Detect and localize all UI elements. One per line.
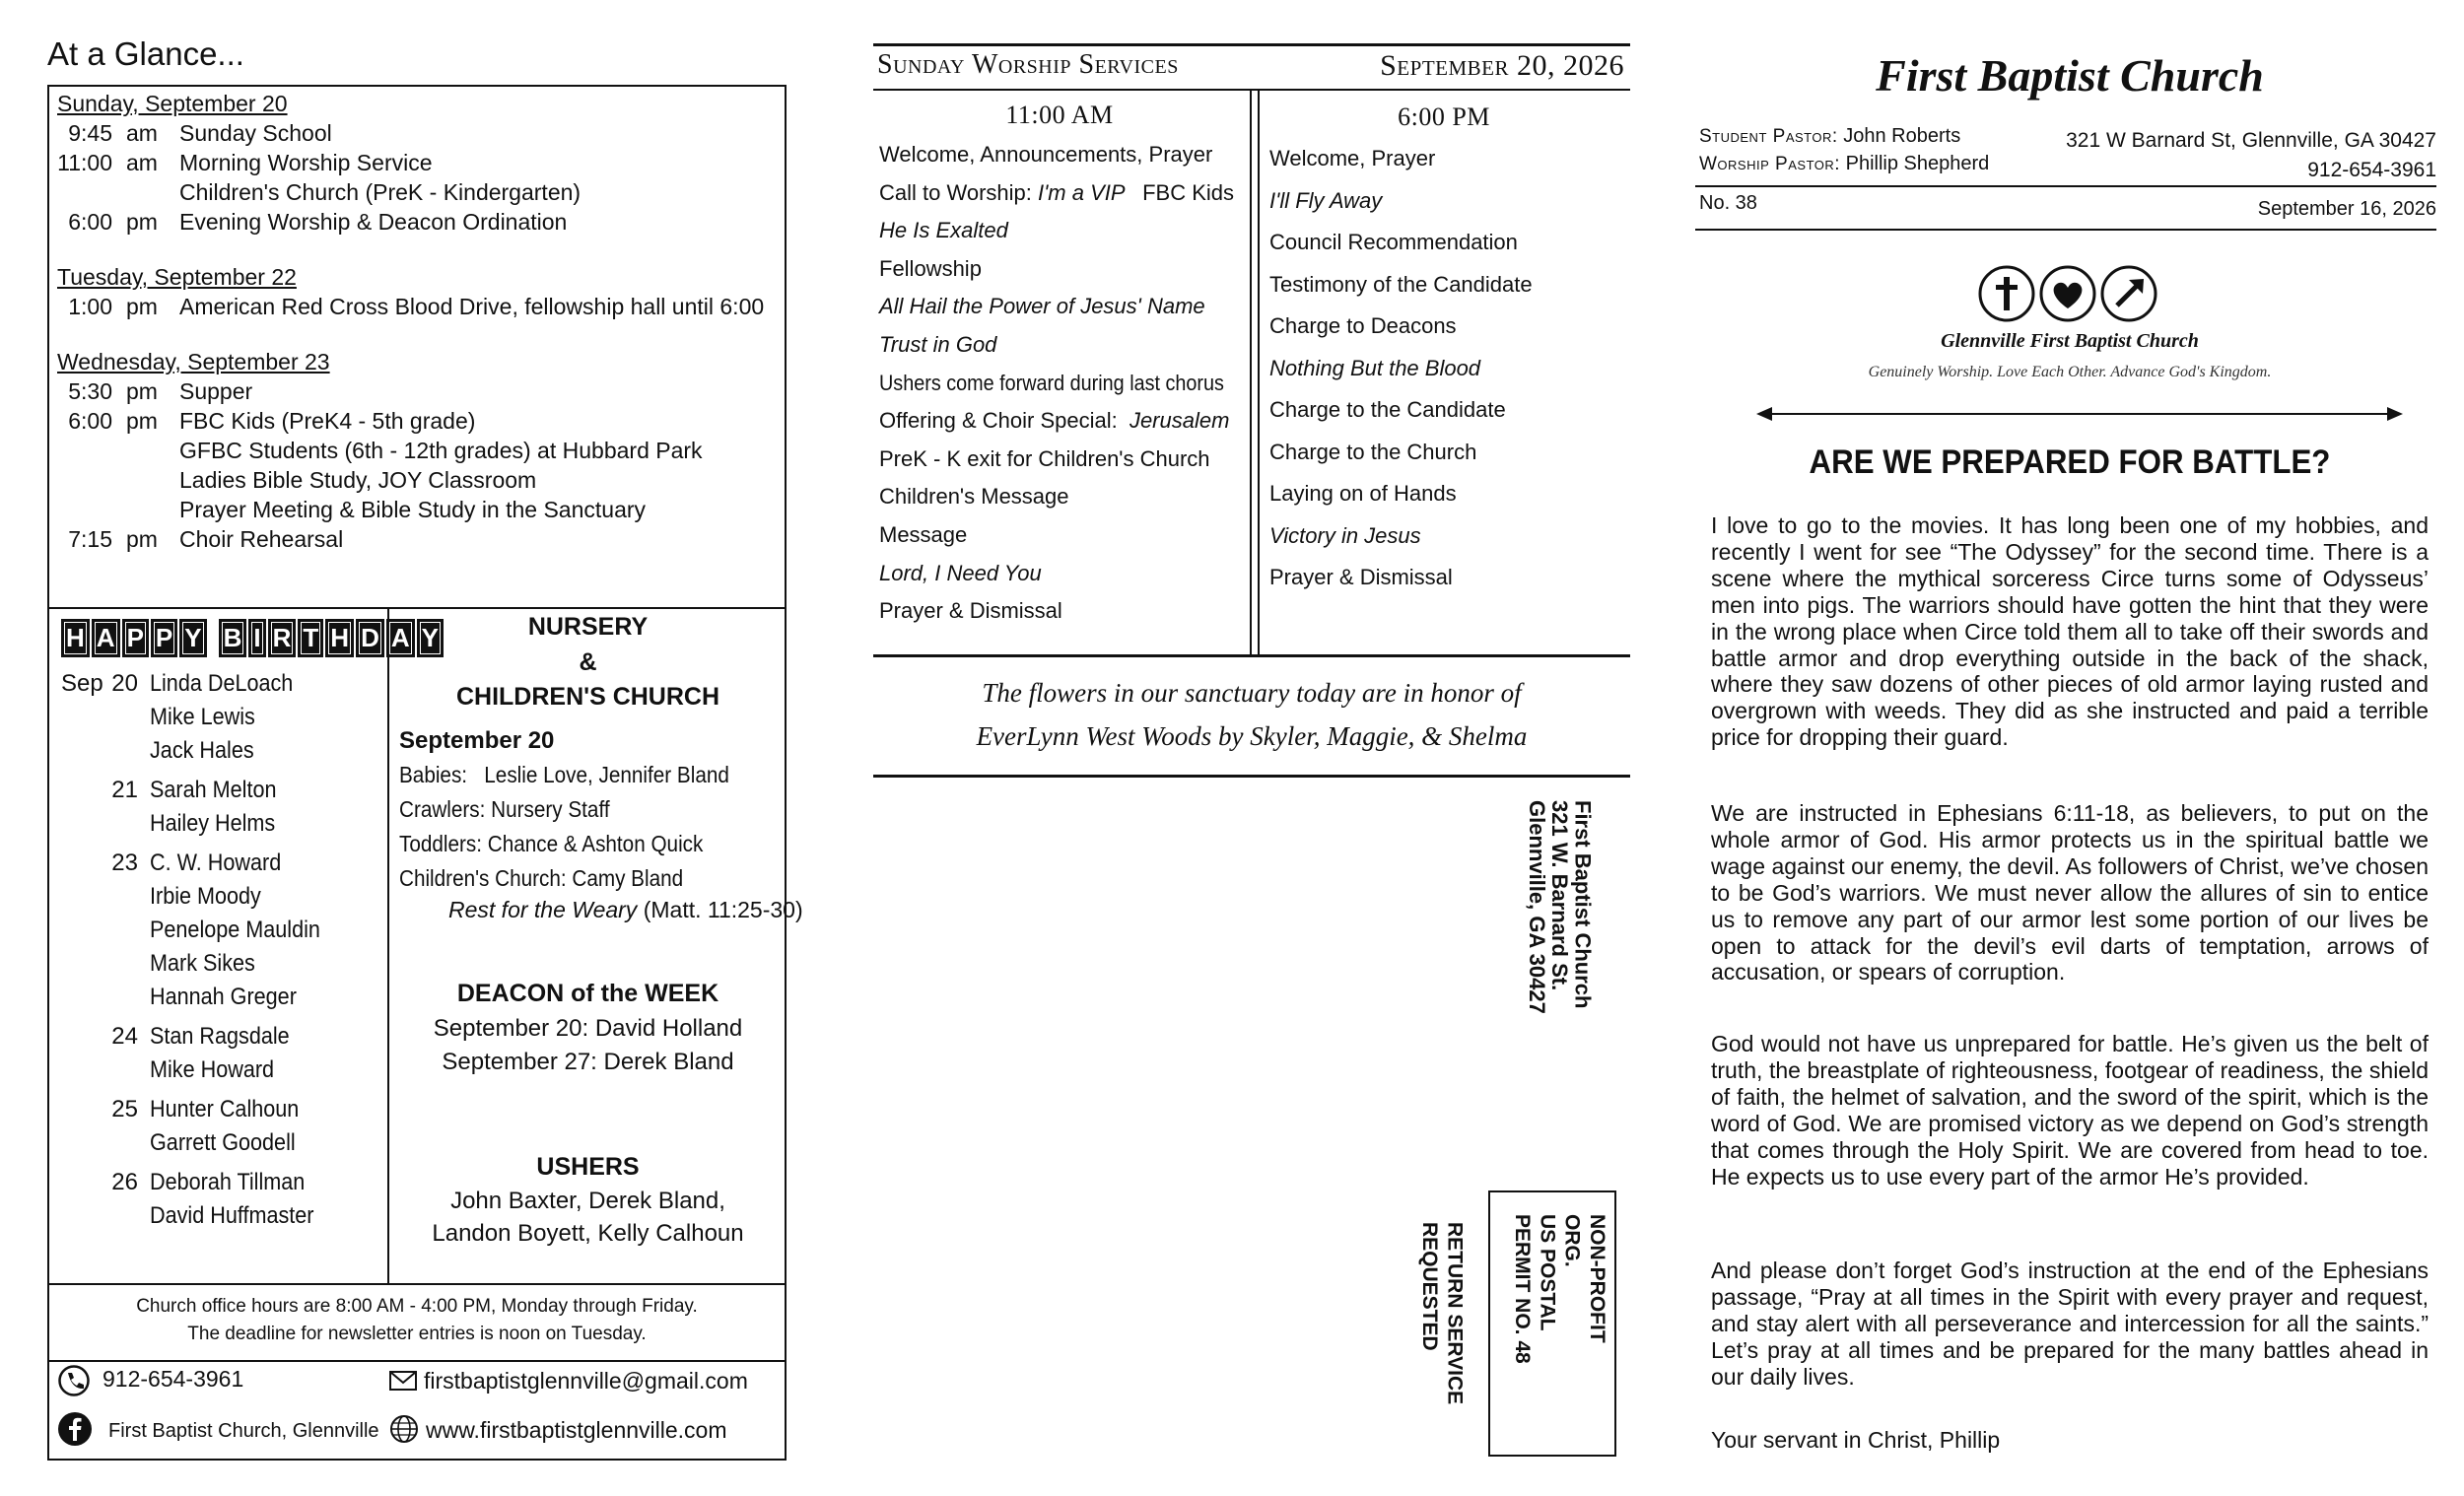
worship-item: [1269, 355, 1624, 400]
worship-item: [1269, 232, 1624, 274]
worship-top-rule: [873, 43, 1630, 46]
masthead-address: 321 W Barnard St, Glennville, GA 30427: [2066, 129, 2436, 152]
birthday-letter: P: [122, 619, 149, 657]
article-paragraph-1: I love to go to the movies. It has long been one of my hobbies, and recently I went for see “The Odyssey” for the second time. There is a scene where the mythical sorceress Circe turns some of Odysseus’ men into pigs. The warriors should have gotten the hint that they were in the wrong place when Circe told them all to take off their swords and battle armor and drop everything outside in the back of the shack, where they saw dozens of other pieces of old armor laying rusted and overgrown with weeds. They did as she instructed and paid a terrible price for dropping their guard.: [1711, 512, 2429, 751]
glance-time: 6:00: [68, 209, 112, 235]
worship-item-text: PreK - K exit for Children's Church: [879, 445, 1210, 471]
worship-item: [879, 486, 1246, 524]
glance-text: Morning Worship Service: [179, 150, 433, 175]
worship-item-song: Jerusalem: [1129, 408, 1230, 434]
worship-item: [1269, 315, 1624, 358]
worship-item: [879, 331, 1246, 373]
worship-item-text: Message: [879, 521, 968, 547]
glance-text: American Red Cross Blood Drive, fellowship hall until 6:00: [179, 294, 765, 319]
glance-row: [57, 211, 777, 240]
birthday-letter: Y: [417, 619, 444, 657]
return-address-line-2: 321 W. Barnard St.: [1547, 800, 1573, 991]
worship-column-divider-2: [1258, 91, 1260, 654]
nursery-title: NURSERY: [527, 613, 649, 641]
worship-item-group: FBC Kids: [1142, 179, 1234, 205]
worship-item: [1269, 567, 1624, 609]
deacon-line-1: September 20: David Holland: [433, 1015, 743, 1042]
birthday-row: [61, 1171, 376, 1204]
morning-order-of-worship: [879, 144, 1246, 639]
childrens-church-title: CHILDREN'S CHURCH: [455, 683, 720, 711]
masthead-rule-2: [1695, 229, 2436, 231]
deacon-line-2: September 27: Derek Bland: [442, 1049, 734, 1075]
birthday-row: [61, 1025, 376, 1058]
glance-row: [57, 499, 777, 528]
worship-item: [1269, 271, 1624, 316]
glance-time: 9:45: [68, 120, 112, 146]
glance-row: [57, 469, 777, 499]
worship-item: [1269, 483, 1624, 525]
birthday-row: [61, 952, 376, 986]
nursery-line: Children's Church: Camy Bland: [399, 865, 684, 891]
worship-item: [879, 255, 1246, 297]
glance-ampm: pm: [126, 209, 158, 235]
glance-ampm: am: [126, 120, 158, 146]
student-pastor-name: John Roberts: [1843, 125, 1961, 147]
worship-item-text: Charge to the Church: [1269, 439, 1477, 464]
glance-row: [57, 296, 777, 325]
return-service-line-1: RETURN SERVICE: [1443, 1222, 1467, 1405]
glance-text: FBC Kids (PreK4 - 5th grade): [179, 408, 476, 434]
birthday-name: Stan Ragsdale: [150, 1023, 290, 1050]
worship-item: [879, 600, 1246, 639]
birthday-letter: R: [268, 619, 297, 657]
worship-item: [1269, 399, 1624, 442]
evening-service-time: 6:00 PM: [1398, 102, 1490, 131]
worship-item-text: Victory in Jesus: [1269, 522, 1421, 548]
birthday-row: [61, 812, 376, 846]
worship-item-text: I'll Fly Away: [1269, 187, 1383, 213]
office-hours-box: [47, 1283, 787, 1362]
birthday-row: [61, 1098, 376, 1131]
worship-item: [879, 179, 1246, 221]
lesson-ref: (Matt. 11:25-30): [637, 897, 803, 922]
birthday-month: Sep: [61, 670, 103, 697]
church-name-title: First Baptist Church: [1876, 50, 2264, 101]
birthday-row: [61, 672, 376, 706]
worship-item-song: I'm a VIP: [1037, 179, 1126, 205]
glance-text: Choir Rehearsal: [179, 526, 344, 552]
birthday-name: Hunter Calhoun: [150, 1096, 300, 1122]
office-hours-line-2: The deadline for newsletter entries is noon on Tuesday.: [187, 1324, 647, 1344]
student-pastor: [1699, 126, 1960, 146]
masthead-rule-1: [1695, 185, 2436, 187]
worship-item-text: Charge to Deacons: [1269, 313, 1457, 338]
worship-item: [879, 560, 1246, 601]
nursery-lines: [399, 764, 766, 902]
glance-text: Sunday School: [179, 120, 332, 146]
birthday-row: [61, 1058, 376, 1092]
glance-time: 1:00: [68, 294, 112, 319]
birthday-name: Hailey Helms: [150, 810, 276, 837]
morning-service-time: 11:00 AM: [1005, 101, 1114, 129]
return-address-line-1: First Baptist Church: [1570, 800, 1596, 1009]
glance-day-heading: Sunday, September 20: [57, 91, 288, 116]
birthday-letter: A: [92, 619, 120, 657]
logo-tagline: Genuinely Worship. Love Each Other. Advance God's Kingdom.: [1868, 364, 2272, 380]
nursery-lesson: [448, 899, 803, 921]
lesson-title: Rest for the Weary: [448, 897, 638, 922]
glance-row: [57, 410, 777, 440]
birthday-name: Jack Hales: [150, 737, 254, 764]
worship-item-text: Fellowship: [879, 255, 982, 281]
birthday-name: Sarah Melton: [150, 777, 277, 803]
birthday-row: [61, 739, 376, 773]
article-title: ARE WE PREPARED FOR BATTLE?: [1809, 443, 2331, 481]
glance-row: [57, 152, 777, 181]
arrow-up-right-icon: [2099, 264, 2158, 328]
worship-item-text: Ushers come forward during last chorus: [879, 370, 1224, 395]
worship-item: [1269, 187, 1624, 233]
worship-header-left: Sunday Worship Services: [877, 49, 1179, 80]
glance-row: [57, 122, 777, 152]
birthday-letter: P: [151, 619, 177, 657]
nursery-amp: &: [579, 648, 597, 676]
birthday-name: Irbie Moody: [150, 883, 261, 910]
glance-text: Evening Worship & Deacon Ordination: [179, 209, 568, 235]
worship-item-text: Lord, I Need You: [879, 560, 1042, 585]
glance-row: [57, 528, 777, 558]
glance-time: 6:00: [68, 408, 112, 434]
worship-column-divider-1: [1250, 91, 1252, 654]
ushers-line-2: Landon Boyett, Kelly Calhoun: [432, 1220, 744, 1247]
worship-item-text: Welcome, Announcements, Prayer: [879, 142, 1213, 167]
worship-item: [879, 370, 1246, 411]
permit-line-3: US POSTAL: [1536, 1214, 1559, 1331]
birthday-name: Deborah Tillman: [150, 1169, 306, 1195]
permit-line-2: ORG.: [1560, 1214, 1584, 1267]
at-a-glance-title: At a Glance...: [47, 35, 244, 72]
deacon-title: DEACON of the WEEK: [456, 980, 719, 1007]
glance-day-heading: Tuesday, September 22: [57, 264, 297, 290]
return-service-line-2: REQUESTED: [1418, 1222, 1442, 1351]
student-pastor-label: Student Pastor:: [1699, 126, 1838, 147]
flowers-bottom-rule: [873, 775, 1630, 778]
birthday-list: [61, 672, 376, 1238]
worship-item: [1269, 148, 1624, 190]
worship-item-text: Nothing But the Blood: [1269, 355, 1481, 380]
issue-date: September 16, 2026: [2257, 198, 2436, 220]
glance-time: 11:00: [57, 150, 112, 175]
worship-item-text: Charge to the Candidate: [1269, 397, 1506, 422]
birthday-name: Mark Sikes: [150, 950, 255, 977]
birthday-name: Garrett Goodell: [150, 1129, 296, 1156]
birthday-name: Linda DeLoach: [150, 670, 294, 697]
birthday-row: [61, 918, 376, 952]
worship-item: [879, 521, 1246, 563]
worship-item: [879, 296, 1246, 334]
glance-text: GFBC Students (6th - 12th grades) at Hubbard Park: [179, 438, 703, 463]
permit-line-1: NON-PROFIT: [1585, 1214, 1608, 1343]
birthday-name: Hannah Greger: [150, 984, 297, 1010]
glance-ampm: pm: [126, 526, 158, 552]
worship-item-text: Laying on of Hands: [1269, 481, 1457, 506]
glance-row: [57, 380, 777, 410]
glance-ampm: pm: [126, 294, 158, 319]
worship-item-text: Trust in God: [879, 331, 997, 357]
ushers-line-1: John Baxter, Derek Bland,: [450, 1188, 725, 1214]
worship-bottom-rule: [873, 654, 1630, 657]
birthday-day: 24: [111, 1023, 138, 1050]
contact-phone[interactable]: 912-654-3961: [103, 1366, 244, 1392]
worship-pastor-label: Worship Pastor:: [1699, 154, 1841, 174]
postal-permit: [1510, 1214, 1609, 1441]
birthday-name: C. W. Howard: [150, 850, 282, 876]
contact-email[interactable]: firstbaptistglennville@gmail.com: [424, 1368, 748, 1394]
contact-facebook[interactable]: First Baptist Church, Glennville: [108, 1420, 379, 1442]
worship-item-text: Testimony of the Candidate: [1269, 271, 1533, 297]
article-paragraph-3: God would not have us unprepared for battle. He’s given us the belt of truth, the breastplate of righteousness, footgear of readiness, the shield of faith, the helmet of salvation, and the sword of the spirit, which is the word of God. We are promised victory as we depend on God’s strength that comes through the Holy Spirit. We are covered from head to toe. He expects us to use every part of the armor He’s provided.: [1711, 1031, 2429, 1190]
birthday-letter: I: [248, 619, 265, 657]
flowers-line-1: The flowers in our sanctuary today are in honor of: [982, 678, 1522, 708]
article-paragraph-2: We are instructed in Ephesians 6:11-18, as believers, to put on the whole armor of God. His armor protects us in the spiritual battle we wage against our enemy, the devil. As followers of Christ, we’ve chosen to be God’s warriors. We must never allow the allures of sin to entice us to remove any part of our armor lest some portion of our lives be open to attack for the devil’s evil darts of temptation, arrows of accusation, or spears of corruption.: [1711, 800, 2429, 986]
glance-text: Children's Church (PreK - Kindergarten): [179, 179, 582, 205]
glance-day-heading: Wednesday, September 23: [57, 349, 330, 374]
glance-row: [57, 181, 777, 211]
birthday-day: 26: [111, 1169, 138, 1195]
worship-item-text: Prayer & Dismissal: [879, 598, 1062, 624]
worship-item-text: Offering & Choir Special:: [879, 408, 1129, 434]
worship-item-text: All Hail the Power of Jesus' Name: [879, 294, 1205, 319]
glance-time: 5:30: [68, 378, 112, 404]
worship-item: [879, 220, 1246, 258]
birthday-row: [61, 851, 376, 885]
worship-pastor-name: Phillip Shepherd: [1845, 153, 1990, 174]
double-arrow-divider: [1754, 402, 2405, 431]
birthday-letter: Y: [179, 619, 206, 657]
birthday-name: Mike Howard: [150, 1056, 275, 1083]
return-address: [1526, 800, 1594, 1056]
office-hours-line-1: Church office hours are 8:00 AM - 4:00 PM, Monday through Friday.: [136, 1296, 698, 1317]
worship-header-right: September 20, 2026: [1380, 49, 1624, 82]
birthday-day: 21: [111, 777, 138, 803]
globe-icon: [388, 1413, 420, 1450]
at-a-glance-list: [57, 93, 777, 558]
glance-time: 7:15: [68, 526, 112, 552]
return-service-requested: [1417, 1222, 1467, 1449]
worship-item: [879, 445, 1246, 487]
birthday-day: 23: [111, 850, 138, 876]
birthday-name: Penelope Mauldin: [150, 917, 320, 943]
worship-item-text: Welcome, Prayer: [1269, 146, 1436, 170]
worship-header-rule: [873, 89, 1630, 91]
birthday-name: Mike Lewis: [150, 704, 255, 730]
cross-icon: [1977, 264, 2036, 328]
glance-ampm: pm: [126, 408, 158, 434]
nursery-line: Toddlers: Chance & Ashton Quick: [399, 831, 704, 856]
evening-order-of-worship: [1269, 148, 1624, 609]
glance-row: [57, 440, 777, 469]
worship-item-text: Prayer & Dismissal: [1269, 565, 1453, 589]
birthday-row: [61, 1131, 376, 1165]
birthday-letter: T: [298, 619, 323, 657]
glance-ampm: am: [126, 150, 158, 175]
facebook-icon: [57, 1411, 93, 1452]
worship-item-text: Call to Worship:: [879, 179, 1038, 205]
birthday-letter: H: [61, 619, 90, 657]
happy-birthday-title: [61, 619, 445, 657]
birthday-letter: B: [219, 619, 247, 657]
ushers-title: USHERS: [536, 1153, 640, 1181]
flowers-line-2: EverLynn West Woods by Skyler, Maggie, & Shelma: [976, 721, 1528, 751]
phone-icon: [57, 1364, 91, 1402]
logo-church-name: Glennville First Baptist Church: [1941, 330, 2199, 352]
nursery-line: Babies: Leslie Love, Jennifer Bland: [399, 762, 729, 787]
birthday-letter: H: [325, 619, 354, 657]
permit-line-4: PERMIT NO. 48: [1511, 1214, 1535, 1364]
birthday-letter: A: [386, 619, 415, 657]
glance-text: Prayer Meeting & Bible Study in the Sanctuary: [179, 497, 647, 522]
glance-ampm: pm: [126, 378, 158, 404]
return-address-line-3: Glennville, GA 30427: [1525, 800, 1550, 1014]
birthday-row: [61, 986, 376, 1019]
email-icon: [388, 1368, 418, 1398]
worship-item: [1269, 522, 1624, 568]
birthday-row: [61, 885, 376, 918]
article-paragraph-4: And please don’t forget God’s instruction at the end of the Ephesians passage, “Pray at all times in the Spirit with every prayer and request, and stay alert with all perseverance and intercession for all the saints.” Let’s pray at all times and be prepared for the many battles ahead in our daily lives.: [1711, 1258, 2429, 1390]
worship-item: [879, 144, 1246, 182]
nursery-line: Crawlers: Nursery Staff: [399, 796, 610, 822]
birthday-day: 25: [111, 1096, 138, 1122]
masthead-phone: 912-654-3961: [2307, 159, 2436, 181]
worship-item-text: Children's Message: [879, 484, 1069, 510]
contact-website[interactable]: www.firstbaptistglennville.com: [426, 1417, 727, 1443]
birthday-row: [61, 706, 376, 739]
nursery-date: September 20: [399, 727, 555, 754]
issue-number: No. 38: [1699, 192, 1757, 214]
worship-item: [1269, 439, 1624, 484]
glance-text: Supper: [179, 378, 253, 404]
birthday-letter: D: [356, 619, 384, 657]
article-signoff: Your servant in Christ, Phillip: [1711, 1427, 2001, 1453]
glance-text: Ladies Bible Study, JOY Classroom: [179, 467, 537, 493]
worship-item-text: He Is Exalted: [879, 218, 1008, 243]
heart-icon: [2038, 264, 2097, 328]
birthday-day: 20: [111, 670, 138, 697]
worship-item-text: Council Recommendation: [1269, 230, 1518, 254]
birthday-row: [61, 779, 376, 812]
worship-item: [879, 410, 1246, 448]
birthday-name: David Huffmaster: [150, 1202, 314, 1229]
birthday-row: [61, 1204, 376, 1238]
